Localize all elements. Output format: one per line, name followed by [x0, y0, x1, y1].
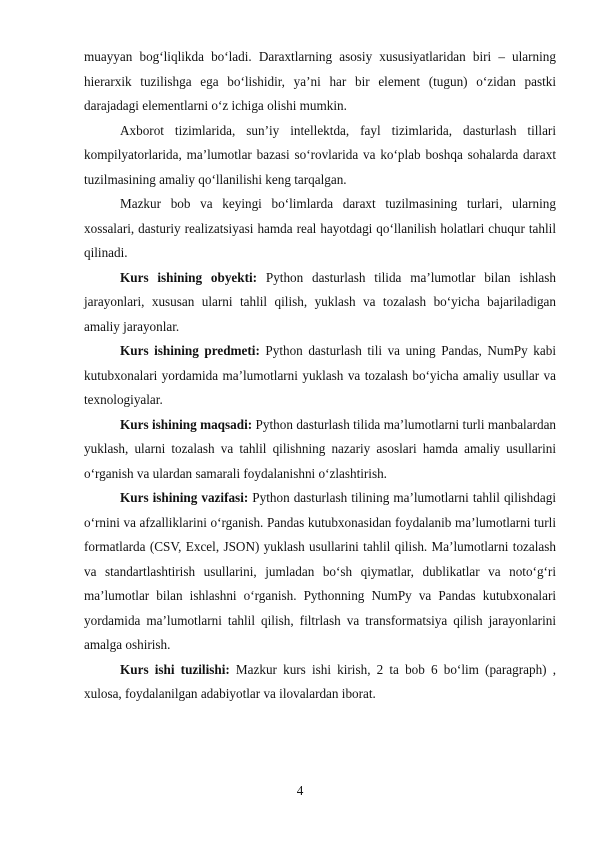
paragraph-text: Python dasturlash tili va uning Pandas, NumPy kabi kutubxonalari yordamida ma’lumotlarni yuklash va tozalash bo‘yicha amaliy usullar va texnologiyalar. [84, 343, 556, 407]
paragraph-label: Kurs ishining maqsadi: [120, 416, 253, 432]
paragraph-object [84, 266, 556, 340]
paragraph-text: Axborot tizimlarida, sun’iy intellektda, fayl tizimlarida, dasturlash tillari kompilyatorlarida, ma’lumotlar bazasi so‘rovlarida va ko‘plab boshqa sohalarda daraxt tuzilmasining amaliy qo‘llanilishi keng tarqalgan. [84, 122, 556, 187]
paragraph-intro-continuation [84, 45, 556, 119]
paragraph-applications [84, 119, 556, 193]
paragraph-text: muayyan bog‘liqlikda bo‘ladi. Daraxtlarning asosiy xususiyatlaridan biri – ularning hierarxik tuzilishga ega bo‘lishidir, ya’ni har bir element (tugun) o‘zidan pastki darajadagi elementlarni o‘z ichiga olishi mumkin. [84, 49, 556, 113]
paragraph-text: Python dasturlash tilida ma’lumotlarni turli manbalardan yuklash, ularni tozalash va tahlil qilishning nazariy asoslari hamda amaliy usullarini o‘rganish va ulardan samarali foydalanishni o‘zlashtirish. [84, 416, 557, 481]
paragraph-goal [84, 413, 556, 487]
paragraph-label: Kurs ishining vazifasi: [120, 490, 249, 505]
paragraph-label: Kurs ishining predmeti: [120, 343, 260, 358]
paragraph-tasks [84, 486, 556, 658]
paragraph-text: Mazkur kurs ishi kirish, 2 ta bob 6 bo‘lim (paragraph) , xulosa, foydalanilgan adabiyotlar va ilovalardan iborat. [84, 661, 557, 701]
paragraph-label: Kurs ishining obyekti: [120, 269, 258, 285]
page-number: 4 [296, 783, 304, 798]
paragraph-subject [84, 339, 556, 413]
paragraph-label: Kurs ishi tuzilishi: [120, 661, 230, 677]
paragraph-text: Python dasturlash tilida ma’lumotlar bilan ishlash jarayonlari, xususan ularni tahlil qilish, yuklash va tozalash bo‘yicha bajariladigan amaliy jarayonlar. [84, 269, 556, 334]
paragraph-text: Python dasturlash tilining ma’lumotlarni tahlil qilishdagi o‘rnini va afzalliklarini o‘rganish. Pandas kutubxonasidan foydalanib ma’lumotlarni turli formatlarda (CSV, Excel, JSON) yuklash usullarini tahlil qilish. Ma’lumotlarni tozalash va standartlashtirish usullarini, jumladan bo‘sh qiymatlar, dublikatlar va noto‘g‘ri ma’lumotlar bilan ishlashni o‘rganish. Pythonning NumPy va Pandas kutubxonalari yordamida ma’lumotlarni tahlil qilish, filtrlash va transformatsiya qilish jarayonlarini amalga oshirish. [84, 490, 556, 652]
paragraph-structure [84, 658, 556, 707]
paragraph-chapter-overview [84, 192, 556, 266]
paragraph-text: Mazkur bob va keyingi bo‘limlarda daraxt tuzilmasining turlari, ularning xossalari, dasturiy realizatsiyasi hamda real hayotdagi qo‘llanilish holatlari chuqur tahlil qilinadi. [84, 196, 556, 260]
